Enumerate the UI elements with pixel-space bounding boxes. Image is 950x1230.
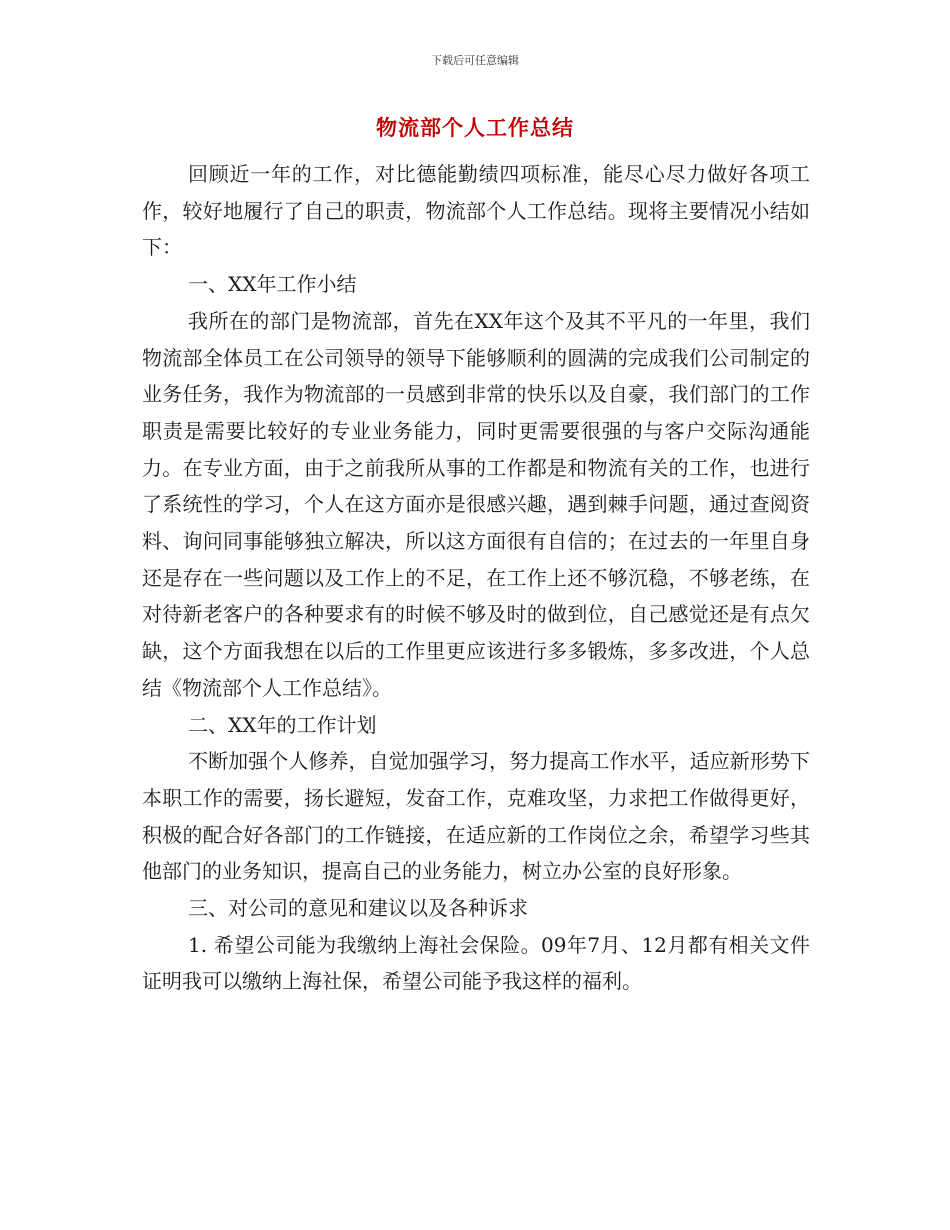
section-heading-3: 三、对公司的意见和建议以及各种诉求 [188,896,528,921]
paragraph-section-3-item-1: 1. 希望公司能为我缴纳上海社会保险。09年7月、12月都有相关文件证明我可以缴纳上海社保，希望公司能予我这样的福利。 [142,932,810,994]
section-heading-2: 二、XX年的工作计划 [188,712,377,737]
document-body [142,156,810,1000]
paragraph-intro: 回顾近一年的工作，对比德能勤绩四项标准，能尽心尽力做好各项工作，较好地履行了自己的职责，物流部个人工作总结。现将主要情况小结如下： [142,162,810,260]
section-heading-1: 一、XX年工作小结 [188,272,357,297]
document-title: 物流部个人工作总结 [376,116,574,140]
page-header: 下载后可任意编辑 [431,54,519,67]
paragraph-section-2: 不断加强个人修养，自觉加强学习，努力提高工作水平，适应新形势下本职工作的需要，扬长避短，发奋工作，克难攻坚，力求把工作做得更好，积极的配合好各部门的工作链接，在适应新的工作岗位之余，希望学习些其他部门的业务知识，提高自己的业务能力，树立办公室的良好形象。 [142,749,810,884]
paragraph-section-1: 我所在的部门是物流部，首先在XX年这个及其不平凡的一年里，我们物流部全体员工在公司领导的领导下能够顺利的圆满的完成我们公司制定的业务任务，我作为物流部的一员感到非常的快乐以及自豪，我们部门的工作职责是需要比较好的专业业务能力，同时更需要很强的与客户交际沟通能力。在专业方面，由于之前我所从事的工作都是和物流有关的工作，也进行了系统性的学习，个人在这方面亦是很感兴趣，遇到棘手问题，通过查阅资料、询问同事能够独立解决，所以这方面很有自信的；在过去的一年里自身还是存在一些问题以及工作上的不足，在工作上还不够沉稳，不够老练，在对待新老客户的各种要求有的时候不够及时的做到位，自己感觉还是有点欠缺，这个方面我想在以后的工作里更应该进行多多锻炼，多多改进，个人总结《物流部个人工作总结》。 [142,308,810,700]
